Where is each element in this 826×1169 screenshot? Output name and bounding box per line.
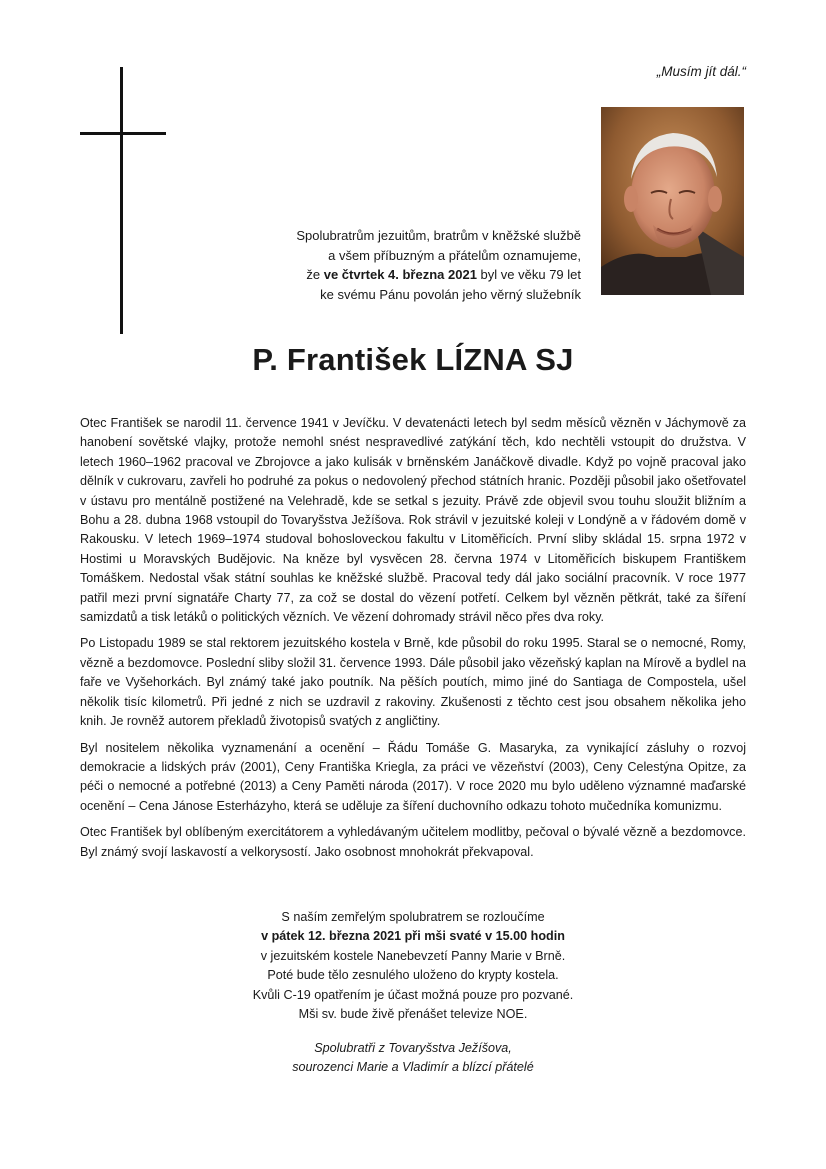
funeral-date xyxy=(0,927,826,946)
portrait-photo xyxy=(601,107,744,295)
closing-line: v jezuitském kostele Nanebevzetí Panny Marie v Brně. xyxy=(260,948,566,963)
motto-quote: „Musím jít dál.“ xyxy=(656,64,746,79)
bio-paragraph: Po Listopadu 1989 se stal rektorem jezuitského kostela v Brně, kde působil do roku 1995. Staral se o nemocné, Romy, vězně a bezdomovce. Poslední sliby složil 31. července 1993. Dále působil jako vězeňský kaplan na Mírově a bydlel na faře ve Vyšehorkách. Byl známý také jako poutník. Na pěších poutích, mimo jiné do Santiaga de Compostela, ušel několik tisíc kilometrů. Při jedné z nich se uzdravil z rakoviny. Zkušenosti z těchto cest jsou obsahem několika jeho knih. Je rovněž autorem překladů životopisů svatých z angličtiny. xyxy=(80,636,746,729)
cross-horizontal-bar xyxy=(80,132,166,135)
bio-paragraph: Otec František se narodil 11. července 1941 v Jevíčku. V devatenácti letech byl sedm měsíců vězněn v Jáchymově za hanobení sovětské vlajky, protože nemohl snést nespravedlivé zatýkání těch, kdo nechtěli vstoupit do družstva. V letech 1960–1962 pracoval ve Zbrojovce a jako kulisák v brněnském Janáčkově divadle. Když po vojně pracoval jako dělník v cukrovaru, zavřeli ho podruhé za pokus o nedovolený přechod státních hranic. Později působil jako ošetřovatel v ústavu pro mentálně postižené na Velehradě, kde se setkal s jezuity. Právě zde objevil svou touhu sloužit bližním a Bohu a 28. dubna 1968 vstoupil do Tovaryšstva Ježíšova. Rok strávil v jezuitské koleji v Londýně a v řádovém domě v Rakousku. V letech 1969–1974 studoval bohosloveckou fakultu v Litoměřicích. První sliby skládal 15. srpna 1972 v Hostimi u Moravských Budějovic. Na kněze byl vysvěcen 28. června 1974 v Litoměřicích biskupem Františkem Tomáškem. Nedostal však státní souhlas ke kněžské službě. Pracoval tedy dál jako sociální pracovník. V roce 1977 patřil mezi první signatáře Charty 77, za což se dostal do vězení potřetí. Celkem byl vězněn pětkrát, také za šíření samizdatů a tisk letáků o politických vězních. Ve vězení dohromady strávil něco přes dva roky. xyxy=(80,416,746,625)
signoff-line: Spolubratři z Tovaryšstva Ježíšova, xyxy=(314,1041,512,1055)
bio-paragraph: Otec František byl oblíbeným exercitátorem a vyhledávaným učitelem modlitby, pečoval o bývalé vězně a bezdomovce. Byl známý svojí laskavostí a velkorysostí. Jako osobnost mnohokrát překvapoval. xyxy=(80,825,746,859)
death-announcement xyxy=(221,226,581,304)
closing-line: S naším zemřelým spolubratrem se rozloučíme xyxy=(281,910,545,924)
cross-vertical-bar xyxy=(120,67,123,334)
announcement-line: ke svému Pánu povolán jeho věrný služebník xyxy=(320,286,581,302)
signoff-line: sourozenci Marie a Vladimír a blízcí přátelé xyxy=(292,1060,534,1075)
closing-line: Mši sv. bude živě přenášet televize NOE. xyxy=(298,1007,528,1022)
death-date: ve čtvrtek 4. března 2021 xyxy=(323,267,477,282)
closing-line: Kvůli C-19 opatřením je účast možná pouze pro pozvané. xyxy=(252,987,574,1002)
funeral-date-text: v pátek 12. března 2021 při mši svaté v 15.00 hodin xyxy=(261,929,565,944)
biography xyxy=(80,414,746,869)
bio-paragraph: Byl nositelem několika vyznamenání a ocenění – Řádu Tomáše G. Masaryka, za vynikající zásluhy o rozvoj demokracie a lidských práv (2001), Ceny Františka Kriegla, za práci ve vězeňství (2003), Ceny Celestýna Opitze, za péči o nemocné a potřebné (2013) a Ceny Paměti národa (2017). V roce 2020 mu bylo uděleno významné maďarské ocenění – Cena Jánose Esterházyho, která se uděluje za šíření duchovního odkazu tohoto mučedníka komunizmu. xyxy=(80,740,746,813)
announcement-text: že xyxy=(306,267,324,282)
deceased-name: P. František LÍZNA SJ xyxy=(252,342,574,377)
signoff xyxy=(0,1039,826,1078)
funeral-details xyxy=(0,908,826,1024)
announcement-line: a všem příbuzným a přátelům oznamujeme, xyxy=(328,247,581,263)
announcement-line: Spolubratrům jezuitům, bratrům v kněžské službě xyxy=(296,228,581,243)
announcement-text: byl ve věku 79 let xyxy=(476,267,581,282)
closing-line: Poté bude tělo zesnulého uloženo do krypty kostela. xyxy=(267,968,559,983)
announcement-line-date xyxy=(221,265,581,285)
